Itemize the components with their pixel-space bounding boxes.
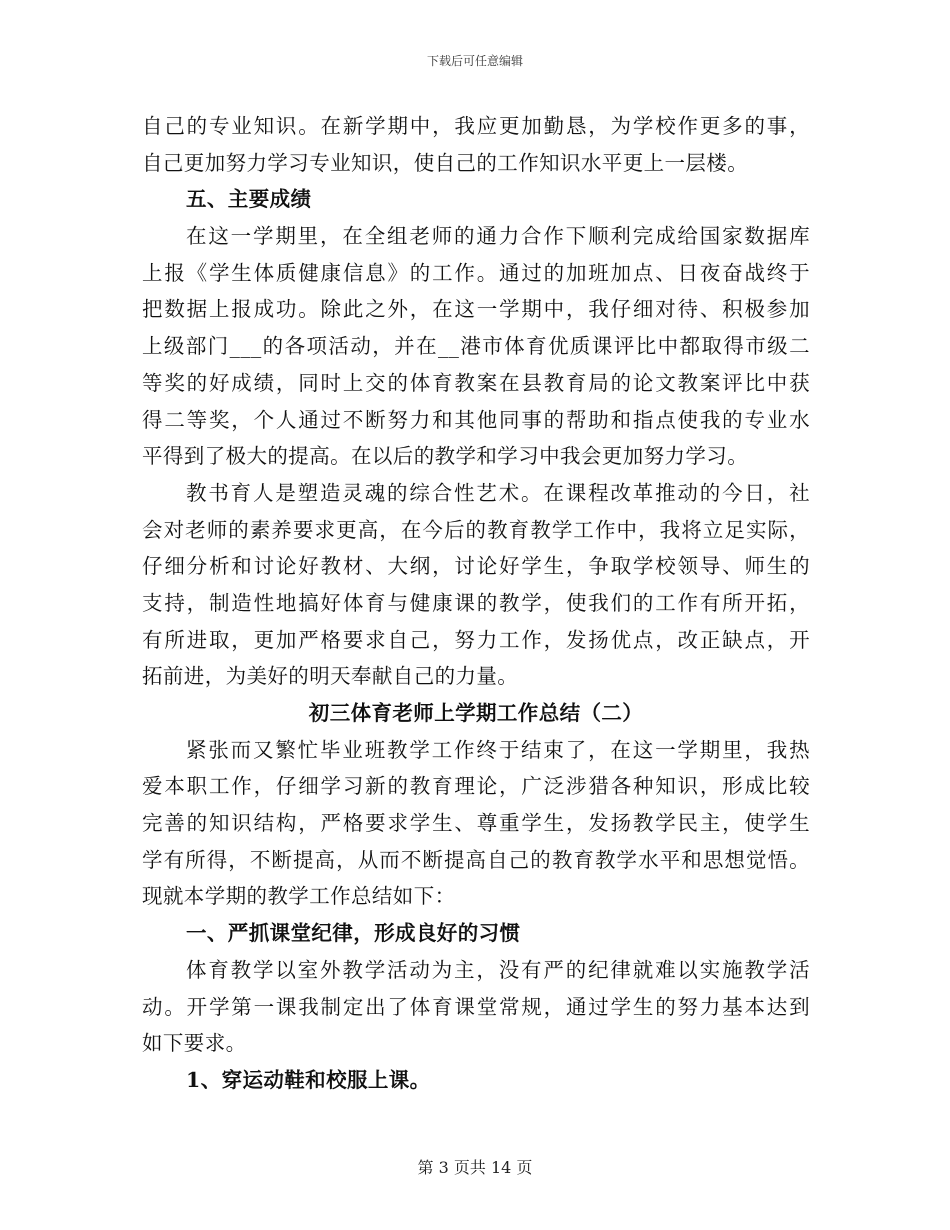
header-note: 下载后可任意编辑 xyxy=(426,54,523,68)
body-line: 现就本学期的教学工作总结如下： xyxy=(142,884,456,909)
page-number: 第 3 页共 14 页 xyxy=(417,1158,533,1177)
section-heading: 一、严抓课堂纪律，形成良好的习惯 xyxy=(186,921,521,946)
body-line: 得二等奖，个人通过不断努力和其他同事的帮助和指点使我的专业水 xyxy=(142,407,810,432)
body-line: 教书育人是塑造灵魂的综合性艺术。在课程改革推动的今日，社 xyxy=(186,480,810,505)
body-line: 自己更加努力学习专业知识，使自己的工作知识水平更上一层楼。 xyxy=(142,150,749,175)
document-title: 初三体育老师上学期工作总结（二） xyxy=(308,701,644,725)
body-line: 支持，制造性地搞好体育与健康课的教学，使我们的工作有所开拓， xyxy=(142,590,810,615)
body-line: 上级部门___的各项活动，并在__港市体育优质课评比中都取得市级二 xyxy=(142,334,810,359)
body-line: 完善的知识结构，严格要求学生、尊重学生，发扬教学民主，使学生 xyxy=(142,811,810,836)
body-line: 仔细分析和讨论好教材、大纲，讨论好学生，争取学校领导、师生的 xyxy=(142,554,810,579)
body-line: 平得到了极大的提高。在以后的教学和学习中我会更加努力学习。 xyxy=(142,444,749,469)
body-line: 自己的专业知识。在新学期中，我应更加勤恳，为学校作更多的事， xyxy=(142,114,810,138)
body-line: 会对老师的素养要求更高，在今后的教育教学工作中，我将立足实际， xyxy=(142,517,810,542)
body-line: 紧张而又繁忙毕业班教学工作终于结束了，在这一学期里，我热 xyxy=(186,737,810,762)
body-line: 拓前进，为美好的明天奉献自己的力量。 xyxy=(142,664,519,689)
list-item-heading: 1、穿运动鞋和校服上课。 xyxy=(186,1067,431,1092)
body-line: 有所进取，更加严格要求自己，努力工作，发扬优点，改正缺点，开 xyxy=(142,627,810,652)
body-line: 学有所得，不断提高，从而不断提高自己的教育教学水平和思想觉悟。 xyxy=(142,847,810,872)
body-line: 动。开学第一课我制定出了体育课堂常规，通过学生的努力基本达到 xyxy=(142,994,810,1019)
section-heading: 五、主要成绩 xyxy=(186,187,312,212)
body-line: 体育教学以室外教学活动为主，没有严的纪律就难以实施教学活 xyxy=(186,957,810,982)
body-line: 把数据上报成功。除此之外，在这一学期中，我仔细对待、积极参加 xyxy=(142,297,810,322)
body-line: 如下要求。 xyxy=(142,1031,247,1056)
body-line: 爱本职工作，仔细学习新的教育理论，广泛涉猎各种知识，形成比较 xyxy=(142,774,810,799)
document-body xyxy=(142,108,810,1099)
body-line: 等奖的好成绩，同时上交的体育教案在县教育局的论文教案评比中获 xyxy=(142,370,810,395)
body-line: 在这一学期里，在全组老师的通力合作下顺利完成给国家数据库 xyxy=(186,224,810,249)
body-line: 上报《学生体质健康信息》的工作。通过的加班加点、日夜奋战终于 xyxy=(142,260,810,285)
